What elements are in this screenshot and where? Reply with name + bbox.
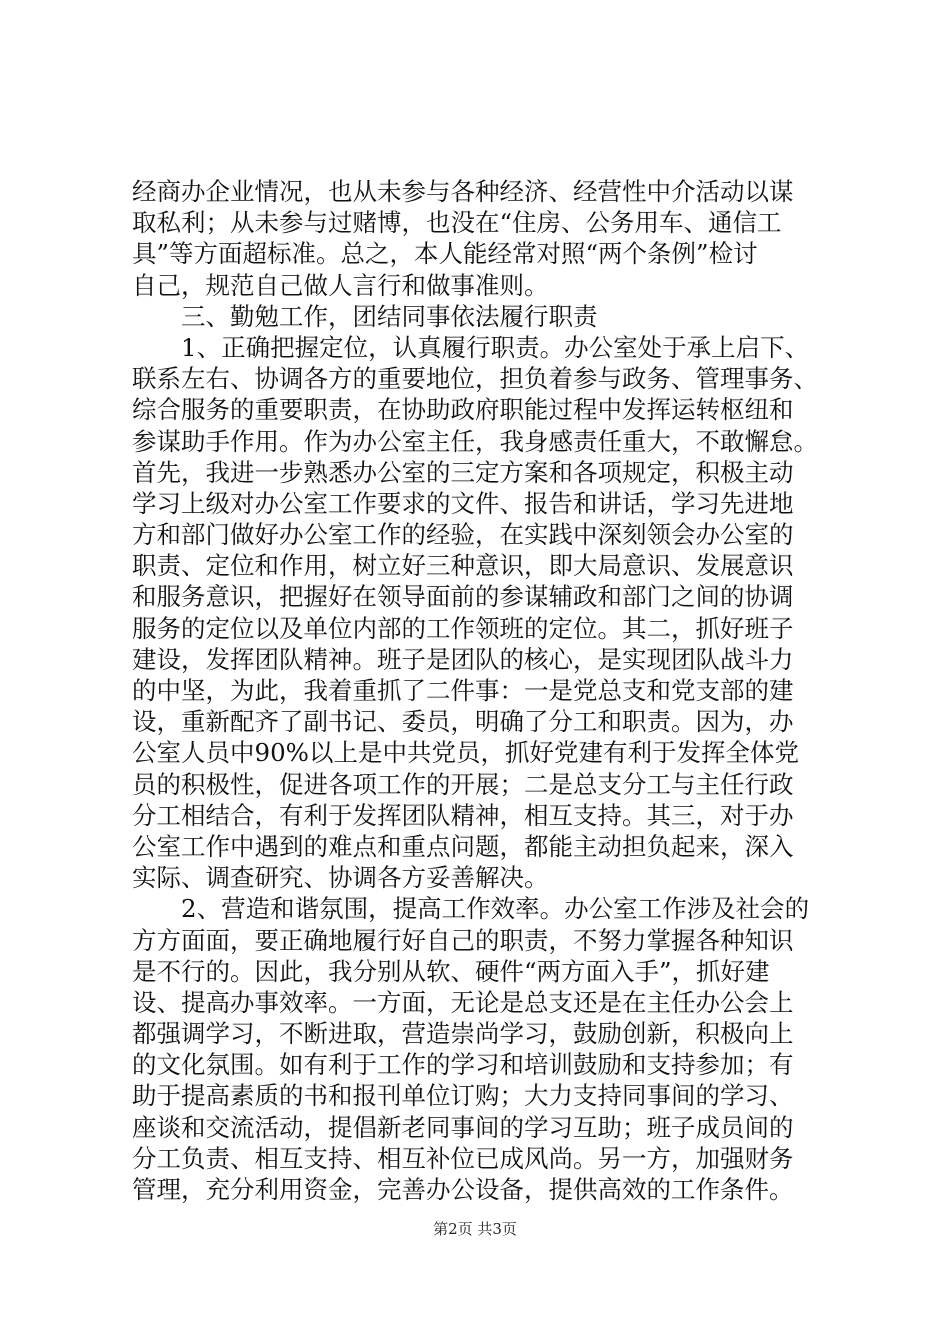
text-line: 方和部门做好办公室工作的经验，在实践中深刻领会办公室的 — [132, 520, 794, 550]
text-line: 联系左右、协调各方的重要地位，担负着参与政务、管理事务、 — [132, 364, 818, 394]
text-line: 员的积极性，促进各项工作的开展；二是总支分工与主任行政 — [132, 769, 794, 799]
text-line: 建设，发挥团队精神。班子是团队的核心，是实现团队战斗力 — [132, 644, 794, 674]
document-body — [132, 176, 832, 1205]
text-line: 管理，充分利用资金，完善办公设备，提供高效的工作条件。 — [132, 1175, 794, 1204]
text-line: 的文化氛围。如有利于工作的学习和培训鼓励和支持参加；有 — [132, 1050, 794, 1080]
text-line: 设、提高办事效率。一方面，无论是总支还是在主任办公会上 — [132, 987, 794, 1017]
text-line: 和服务意识，把握好在领导面前的参谋辅政和部门之间的协调 — [132, 582, 794, 612]
text-line: 1、正确把握定位，认真履行职责。办公室处于承上启下、 — [181, 332, 810, 362]
text-line: 学习上级对办公室工作要求的文件、报告和讲话，学习先进地 — [132, 488, 794, 518]
paragraph-3 — [132, 893, 832, 1205]
text-line: 分工相结合，有利于发挥团队精神，相互支持。其三，对于办 — [132, 800, 794, 830]
text-line: 座谈和交流活动，提倡新老同事间的学习互助；班子成员间的 — [132, 1112, 794, 1142]
text-line: 取私利；从未参与过赌博，也没在“住房、公务用车、通信工 — [132, 208, 782, 238]
text-line: 都强调学习，不断进取，营造崇尚学习，鼓励创新，积极向上 — [132, 1019, 794, 1049]
paragraph-1 — [132, 176, 832, 301]
text-line: 2、营造和谐氛围，提高工作效率。办公室工作涉及社会的 — [181, 894, 810, 924]
text-line: 综合服务的重要职责，在协助政府职能过程中发挥运转枢纽和 — [132, 395, 794, 425]
text-line: 首先，我进一步熟悉办公室的三定方案和各项规定，积极主动 — [132, 457, 794, 487]
text-line: 实际、调查研究、协调各方妥善解决。 — [132, 863, 549, 893]
text-line: 参谋助手作用。作为办公室主任，我身感责任重大，不敢懈怠。 — [132, 426, 818, 456]
text-line: 是不行的。因此，我分别从软、硬件“两方面入手”，抓好建 — [132, 956, 770, 986]
paragraph-2 — [132, 332, 832, 893]
text-line: 设，重新配齐了副书记、委员，明确了分工和职责。因为，办 — [132, 707, 794, 737]
text-line: 公室工作中遇到的难点和重点问题，都能主动担负起来，深入 — [132, 831, 794, 861]
text-line: 分工负责、相互支持、相互补位已成风尚。另一方，加强财务 — [132, 1143, 794, 1173]
text-line: 具”等方面超标准。总之，本人能经常对照“两个条例”检讨 — [132, 239, 758, 269]
text-line: 公室人员中90%以上是中共党员，抓好党建有利于发挥全体党 — [132, 738, 799, 768]
text-line: 的中坚，为此，我着重抓了二件事：一是党总支和党支部的建 — [132, 676, 794, 705]
text-line: 经商办企业情况，也从未参与各种经济、经营性中介活动以谋 — [132, 177, 794, 206]
text-line: 助于提高素质的书和报刊单位订购；大力支持同事间的学习、 — [132, 1081, 794, 1111]
text-line: 职责、定位和作用，树立好三种意识，即大局意识、发展意识 — [132, 551, 794, 581]
text-line: 自己，规范自己做人言行和做事准则。 — [132, 270, 549, 300]
text-line: 方方面面，要正确地履行好自己的职责，不努力掌握各种知识 — [132, 925, 794, 955]
section-heading: 三、勤勉工作，团结同事依法履行职责 — [181, 301, 598, 331]
page-footer: 第2页 共3页 — [433, 1220, 517, 1238]
text-line: 服务的定位以及单位内部的工作领班的定位。其二，抓好班子 — [132, 613, 794, 643]
